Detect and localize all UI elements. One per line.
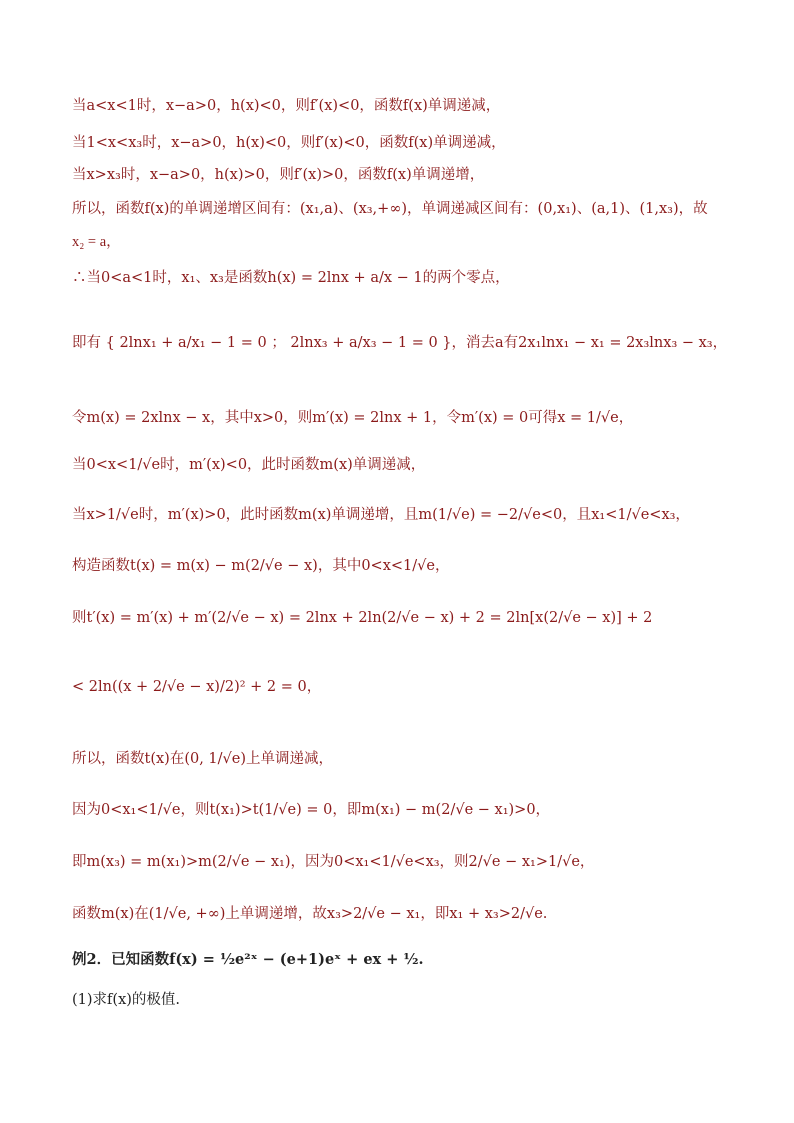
text-line-5: x₂ = a， xyxy=(72,234,121,250)
text-line-10: 当x>1/√e时，m′(x)>0，此时函数m(x)单调递增，且m(1/√e) = −2/√e<0，且x₁<1/√e<x₃， xyxy=(72,507,690,523)
text-line-15: 因为0<x₁<1/√e，则t(x₁)>t(1/√e) = 0，即m(x₁) − m(2/√e − x₁)>0， xyxy=(72,802,551,818)
text-line-8: 令m(x) = 2xlnx − x，其中x>0，则m′(x) = 2lnx + 1，令m′(x) = 0可得x = 1/√e， xyxy=(72,410,634,426)
text-line-16: 即m(x₃) = m(x₁)>m(2/√e − x₁)，因为0<x₁<1/√e<x₃，则2/√e − x₁>1/√e， xyxy=(72,854,595,870)
text-line-13: < 2ln((x + 2/√e − x)/2)² + 2 = 0， xyxy=(72,679,322,695)
question-1-text: (1)求f(x)的极值. xyxy=(72,992,181,1008)
example-2-heading: 例2．已知函数f(x) = ½e²ˣ − (e+1)eˣ + ex + ½. xyxy=(72,951,424,968)
text-line-3: 当x>x₃时，x−a>0，h(x)>0，则f′(x)>0，函数f(x)单调递增， xyxy=(72,167,485,183)
text-line-11: 构造函数t(x) = m(x) − m(2/√e − x)，其中0<x<1/√e， xyxy=(72,558,450,574)
text-line-9: 当0<x<1/√e时，m′(x)<0，此时函数m(x)单调递减， xyxy=(72,457,426,473)
text-line-14: 所以，函数t(x)在(0, 1/√e)上单调递减， xyxy=(72,751,334,767)
text-line-6: ∴当0<a<1时，x₁、x₃是函数h(x) = 2lnx + a/x − 1的两个零点， xyxy=(72,270,510,286)
text-line-2: 当1<x<x₃时，x−a>0，h(x)<0，则f′(x)<0，函数f(x)单调递减， xyxy=(72,135,506,151)
text-line-17: 函数m(x)在(1/√e, +∞)上单调递增，故x₃>2/√e − x₁，即x₁ + x₃>2/√e. xyxy=(72,906,548,922)
text-line-4: 所以，函数f(x)的单调递增区间有：(x₁,a)、(x₃,+∞)，单调递减区间有：(0,x₁)、(a,1)、(1,x₃)，故 xyxy=(72,201,708,217)
text-line-7: 即有 { 2lnx₁ + a/x₁ − 1 = 0 ； 2lnx₃ + a/x₃ − 1 = 0 }，消去a有2x₁lnx₁ − x₁ = 2x₃lnx₃ − x₃， xyxy=(72,335,728,351)
text-line-1: 当a<x<1时，x−a>0，h(x)<0，则f′(x)<0，函数f(x)单调递减， xyxy=(72,98,501,114)
text-line-12: 则t′(x) = m′(x) + m′(2/√e − x) = 2lnx + 2ln(2/√e − x) + 2 = 2ln[x(2/√e − x)] + 2 xyxy=(72,610,653,626)
